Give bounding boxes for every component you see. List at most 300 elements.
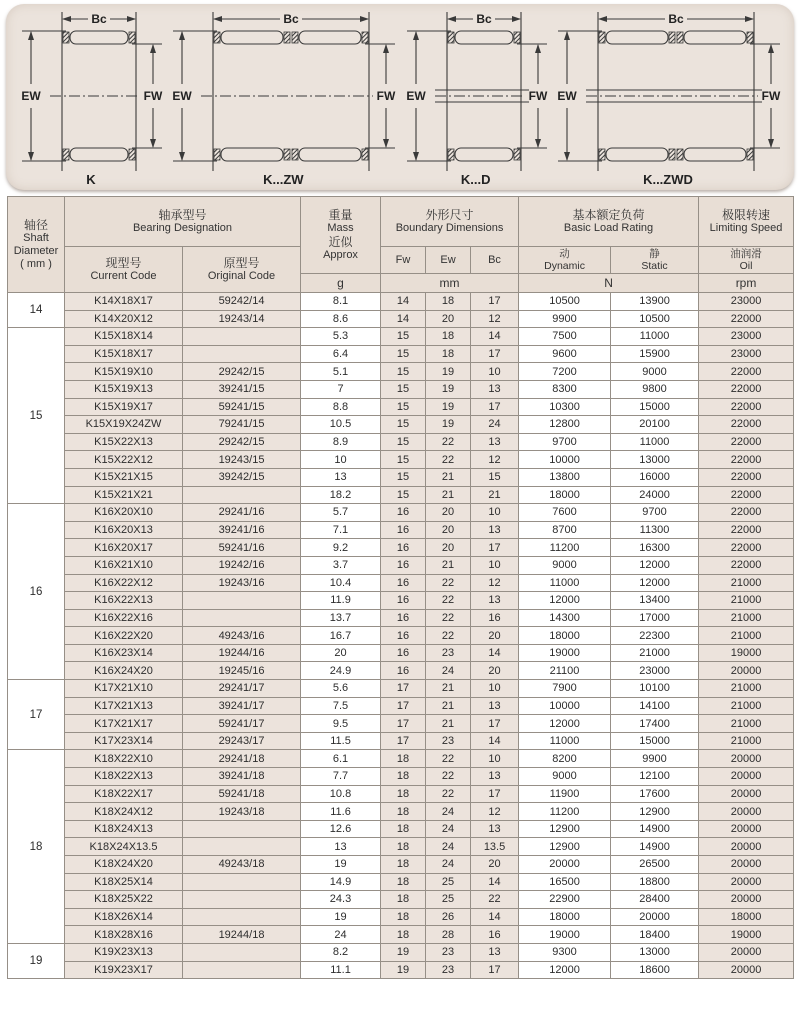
mass-cell: 10.5 bbox=[301, 416, 381, 434]
current-code-cell: K17X21X10 bbox=[65, 680, 183, 698]
table-row bbox=[8, 293, 794, 311]
static-load-cell: 13000 bbox=[611, 943, 699, 961]
table-row bbox=[8, 504, 794, 522]
original-code-cell bbox=[183, 486, 301, 504]
header-current-en: Current Code bbox=[90, 270, 157, 282]
current-code-cell: K17X21X13 bbox=[65, 697, 183, 715]
bc-cell: 10 bbox=[471, 750, 519, 768]
svg-text:FW: FW bbox=[143, 89, 163, 103]
shaft-diameter-cell: 14 bbox=[8, 293, 65, 328]
mass-cell: 8.8 bbox=[301, 398, 381, 416]
fw-cell: 18 bbox=[381, 908, 426, 926]
oil-speed-cell: 20000 bbox=[699, 785, 794, 803]
static-load-cell: 11000 bbox=[611, 433, 699, 451]
dynamic-load-cell: 18000 bbox=[519, 908, 611, 926]
header-static bbox=[611, 247, 699, 274]
ew-cell: 22 bbox=[426, 750, 471, 768]
header-mass-en2: Approx bbox=[323, 249, 358, 261]
original-code-cell bbox=[183, 943, 301, 961]
current-code-cell: K16X20X13 bbox=[65, 521, 183, 539]
original-code-cell: 19244/16 bbox=[183, 644, 301, 662]
svg-text:EW: EW bbox=[405, 89, 426, 103]
header-original-zh: 原型号 bbox=[223, 256, 260, 270]
mass-cell: 3.7 bbox=[301, 556, 381, 574]
mass-cell: 13 bbox=[301, 838, 381, 856]
header-oil bbox=[699, 247, 794, 274]
bc-cell: 14 bbox=[471, 328, 519, 346]
shaft-diameter-cell: 18 bbox=[8, 750, 65, 944]
header-limiting-speed bbox=[699, 197, 794, 247]
oil-speed-cell: 20000 bbox=[699, 856, 794, 874]
bc-cell: 12 bbox=[471, 574, 519, 592]
static-load-cell: 14900 bbox=[611, 820, 699, 838]
dynamic-load-cell: 8700 bbox=[519, 521, 611, 539]
mass-cell: 20 bbox=[301, 644, 381, 662]
ew-cell: 21 bbox=[426, 680, 471, 698]
svg-text:Bc: Bc bbox=[668, 12, 684, 26]
ew-cell: 26 bbox=[426, 908, 471, 926]
bc-cell: 20 bbox=[471, 856, 519, 874]
mass-cell: 8.2 bbox=[301, 943, 381, 961]
mass-cell: 8.9 bbox=[301, 433, 381, 451]
static-load-cell: 12900 bbox=[611, 803, 699, 821]
svg-text:Bc: Bc bbox=[283, 12, 299, 26]
current-code-cell: K15X21X15 bbox=[65, 468, 183, 486]
static-load-cell: 16300 bbox=[611, 539, 699, 557]
original-code-cell bbox=[183, 961, 301, 979]
svg-text:FW: FW bbox=[377, 89, 396, 103]
fw-cell: 18 bbox=[381, 856, 426, 874]
bc-cell: 13 bbox=[471, 697, 519, 715]
oil-speed-cell: 20000 bbox=[699, 961, 794, 979]
oil-speed-cell: 21000 bbox=[699, 627, 794, 645]
ew-cell: 21 bbox=[426, 468, 471, 486]
static-load-cell: 20000 bbox=[611, 908, 699, 926]
dynamic-load-cell: 11000 bbox=[519, 732, 611, 750]
table-row bbox=[8, 539, 794, 557]
static-load-cell: 18600 bbox=[611, 961, 699, 979]
current-code-cell: K15X19X17 bbox=[65, 398, 183, 416]
mass-cell: 24 bbox=[301, 926, 381, 944]
oil-speed-cell: 22000 bbox=[699, 556, 794, 574]
header-designation-zh: 轴承型号 bbox=[158, 208, 207, 222]
original-code-cell bbox=[183, 345, 301, 363]
ew-cell: 24 bbox=[426, 803, 471, 821]
static-load-cell: 15900 bbox=[611, 345, 699, 363]
fw-cell: 16 bbox=[381, 574, 426, 592]
static-load-cell: 12000 bbox=[611, 574, 699, 592]
current-code-cell: K15X18X14 bbox=[65, 328, 183, 346]
svg-text:EW: EW bbox=[557, 89, 577, 103]
header-ew-label: Ew bbox=[440, 253, 456, 266]
static-load-cell: 22300 bbox=[611, 627, 699, 645]
mass-cell: 9.2 bbox=[301, 539, 381, 557]
diagram-type-label: K...ZW bbox=[263, 172, 304, 187]
header-designation-en: Bearing Designation bbox=[132, 222, 233, 234]
fw-cell: 17 bbox=[381, 715, 426, 733]
static-load-cell: 17000 bbox=[611, 609, 699, 627]
original-code-cell: 59242/14 bbox=[183, 293, 301, 311]
original-code-cell bbox=[183, 820, 301, 838]
table-row bbox=[8, 873, 794, 891]
mass-cell: 5.1 bbox=[301, 363, 381, 381]
table-row bbox=[8, 521, 794, 539]
header-original-code bbox=[183, 247, 301, 293]
bc-cell: 14 bbox=[471, 908, 519, 926]
dynamic-load-cell: 19000 bbox=[519, 926, 611, 944]
current-code-cell: K18X25X14 bbox=[65, 873, 183, 891]
mass-cell: 16.7 bbox=[301, 627, 381, 645]
oil-speed-cell: 21000 bbox=[699, 732, 794, 750]
fw-cell: 15 bbox=[381, 468, 426, 486]
bc-cell: 10 bbox=[471, 504, 519, 522]
bearing-spec-table bbox=[7, 196, 794, 979]
oil-speed-cell: 21000 bbox=[699, 592, 794, 610]
oil-speed-cell: 18000 bbox=[699, 908, 794, 926]
fw-cell: 15 bbox=[381, 433, 426, 451]
current-code-cell: K18X24X20 bbox=[65, 856, 183, 874]
mass-cell: 5.7 bbox=[301, 504, 381, 522]
header-fw bbox=[381, 247, 426, 274]
ew-cell: 22 bbox=[426, 609, 471, 627]
static-load-cell: 16000 bbox=[611, 468, 699, 486]
header-bc-label: Bc bbox=[488, 253, 501, 266]
bearing-diagram-k bbox=[16, 7, 166, 187]
dynamic-load-cell: 11200 bbox=[519, 803, 611, 821]
dynamic-load-cell: 12800 bbox=[519, 416, 611, 434]
oil-speed-cell: 20000 bbox=[699, 873, 794, 891]
dynamic-load-cell: 10300 bbox=[519, 398, 611, 416]
static-load-cell: 23000 bbox=[611, 662, 699, 680]
ew-cell: 22 bbox=[426, 592, 471, 610]
ew-cell: 20 bbox=[426, 310, 471, 328]
original-code-cell: 19244/18 bbox=[183, 926, 301, 944]
fw-cell: 19 bbox=[381, 943, 426, 961]
table-row bbox=[8, 486, 794, 504]
original-code-cell: 59241/16 bbox=[183, 539, 301, 557]
mass-cell: 11.5 bbox=[301, 732, 381, 750]
fw-cell: 16 bbox=[381, 662, 426, 680]
static-load-cell: 11300 bbox=[611, 521, 699, 539]
bearing-diagram-kd bbox=[401, 7, 551, 187]
original-code-cell: 39241/18 bbox=[183, 768, 301, 786]
header-current-zh: 现型号 bbox=[105, 256, 142, 270]
current-code-cell: K16X21X10 bbox=[65, 556, 183, 574]
current-code-cell: K14X18X17 bbox=[65, 293, 183, 311]
static-load-cell: 17400 bbox=[611, 715, 699, 733]
fw-cell: 15 bbox=[381, 380, 426, 398]
oil-speed-cell: 22000 bbox=[699, 539, 794, 557]
shaft-diameter-cell: 15 bbox=[8, 328, 65, 504]
current-code-cell: K15X19X10 bbox=[65, 363, 183, 381]
static-load-cell: 14900 bbox=[611, 838, 699, 856]
dynamic-load-cell: 22900 bbox=[519, 891, 611, 909]
mass-cell: 13 bbox=[301, 468, 381, 486]
header-dynamic-zh: 动 bbox=[559, 248, 570, 260]
bc-cell: 14 bbox=[471, 644, 519, 662]
diagram-type-label: K...ZWD bbox=[643, 172, 693, 187]
static-load-cell: 14100 bbox=[611, 697, 699, 715]
svg-text:Bc: Bc bbox=[91, 12, 107, 26]
original-code-cell: 49243/18 bbox=[183, 856, 301, 874]
table-row bbox=[8, 908, 794, 926]
original-code-cell: 29242/15 bbox=[183, 433, 301, 451]
oil-speed-cell: 22000 bbox=[699, 504, 794, 522]
table-row bbox=[8, 838, 794, 856]
static-load-cell: 12000 bbox=[611, 556, 699, 574]
dynamic-load-cell: 9900 bbox=[519, 310, 611, 328]
static-load-cell: 10500 bbox=[611, 310, 699, 328]
ew-cell: 23 bbox=[426, 943, 471, 961]
dynamic-load-cell: 19000 bbox=[519, 644, 611, 662]
dynamic-load-cell: 10000 bbox=[519, 697, 611, 715]
header-shaft-en1: Shaft bbox=[23, 232, 49, 244]
original-code-cell: 29241/17 bbox=[183, 680, 301, 698]
dynamic-load-cell: 11000 bbox=[519, 574, 611, 592]
dynamic-load-cell: 9000 bbox=[519, 556, 611, 574]
table-row bbox=[8, 363, 794, 381]
fw-cell: 18 bbox=[381, 820, 426, 838]
original-code-cell bbox=[183, 592, 301, 610]
shaft-diameter-cell: 19 bbox=[8, 943, 65, 978]
current-code-cell: K19X23X13 bbox=[65, 943, 183, 961]
current-code-cell: K18X25X22 bbox=[65, 891, 183, 909]
dynamic-load-cell: 9600 bbox=[519, 345, 611, 363]
ew-cell: 24 bbox=[426, 820, 471, 838]
fw-cell: 15 bbox=[381, 328, 426, 346]
table-row bbox=[8, 345, 794, 363]
static-load-cell: 28400 bbox=[611, 891, 699, 909]
dynamic-load-cell: 21100 bbox=[519, 662, 611, 680]
header-mass-zh: 重量 bbox=[328, 208, 353, 222]
oil-speed-cell: 22000 bbox=[699, 451, 794, 469]
fw-cell: 14 bbox=[381, 310, 426, 328]
static-load-cell: 17600 bbox=[611, 785, 699, 803]
current-code-cell: K15X19X13 bbox=[65, 380, 183, 398]
static-load-cell: 9800 bbox=[611, 380, 699, 398]
oil-speed-cell: 22000 bbox=[699, 468, 794, 486]
svg-text:FW: FW bbox=[528, 89, 547, 103]
current-code-cell: K17X21X17 bbox=[65, 715, 183, 733]
static-load-cell: 18800 bbox=[611, 873, 699, 891]
bearing-diagram-panel bbox=[6, 4, 794, 190]
ew-cell: 19 bbox=[426, 380, 471, 398]
current-code-cell: K16X20X10 bbox=[65, 504, 183, 522]
current-code-cell: K15X21X21 bbox=[65, 486, 183, 504]
table-row bbox=[8, 803, 794, 821]
ew-cell: 22 bbox=[426, 451, 471, 469]
fw-cell: 15 bbox=[381, 486, 426, 504]
bc-cell: 13 bbox=[471, 521, 519, 539]
current-code-cell: K18X22X13 bbox=[65, 768, 183, 786]
original-code-cell: 39241/17 bbox=[183, 697, 301, 715]
fw-cell: 18 bbox=[381, 838, 426, 856]
bc-cell: 12 bbox=[471, 451, 519, 469]
original-code-cell: 19243/16 bbox=[183, 574, 301, 592]
mass-cell: 5.6 bbox=[301, 680, 381, 698]
dynamic-load-cell: 20000 bbox=[519, 856, 611, 874]
current-code-cell: K15X18X17 bbox=[65, 345, 183, 363]
mass-cell: 11.6 bbox=[301, 803, 381, 821]
mass-cell: 6.1 bbox=[301, 750, 381, 768]
dynamic-load-cell: 12900 bbox=[519, 838, 611, 856]
table-row bbox=[8, 961, 794, 979]
current-code-cell: K18X22X10 bbox=[65, 750, 183, 768]
bc-cell: 10 bbox=[471, 680, 519, 698]
mass-cell: 7.5 bbox=[301, 697, 381, 715]
fw-cell: 16 bbox=[381, 556, 426, 574]
oil-speed-cell: 19000 bbox=[699, 644, 794, 662]
original-code-cell: 29241/18 bbox=[183, 750, 301, 768]
dynamic-load-cell: 12000 bbox=[519, 592, 611, 610]
dynamic-load-cell: 9300 bbox=[519, 943, 611, 961]
ew-cell: 19 bbox=[426, 416, 471, 434]
ew-cell: 24 bbox=[426, 856, 471, 874]
header-original-en: Original Code bbox=[207, 270, 276, 282]
fw-cell: 18 bbox=[381, 768, 426, 786]
original-code-cell: 19243/18 bbox=[183, 803, 301, 821]
oil-speed-cell: 20000 bbox=[699, 838, 794, 856]
ew-cell: 24 bbox=[426, 838, 471, 856]
static-load-cell: 9700 bbox=[611, 504, 699, 522]
ew-cell: 22 bbox=[426, 433, 471, 451]
bc-cell: 14 bbox=[471, 873, 519, 891]
header-basic-load-rating bbox=[519, 197, 699, 247]
current-code-cell: K16X22X16 bbox=[65, 609, 183, 627]
table-row bbox=[8, 574, 794, 592]
oil-speed-cell: 21000 bbox=[699, 680, 794, 698]
dynamic-load-cell: 10000 bbox=[519, 451, 611, 469]
current-code-cell: K18X24X13 bbox=[65, 820, 183, 838]
table-row bbox=[8, 856, 794, 874]
oil-speed-cell: 22000 bbox=[699, 416, 794, 434]
mass-cell: 7.7 bbox=[301, 768, 381, 786]
bc-cell: 10 bbox=[471, 363, 519, 381]
header-shaft-zh: 轴径 bbox=[23, 218, 48, 232]
header-dynamic-en: Dynamic bbox=[544, 260, 585, 272]
mass-cell: 10 bbox=[301, 451, 381, 469]
table-row bbox=[8, 891, 794, 909]
table-row bbox=[8, 328, 794, 346]
ew-cell: 23 bbox=[426, 732, 471, 750]
bc-cell: 14 bbox=[471, 732, 519, 750]
fw-cell: 16 bbox=[381, 539, 426, 557]
ew-cell: 18 bbox=[426, 345, 471, 363]
bc-cell: 21 bbox=[471, 486, 519, 504]
table-row bbox=[8, 451, 794, 469]
ew-cell: 25 bbox=[426, 891, 471, 909]
ew-cell: 21 bbox=[426, 486, 471, 504]
static-load-cell: 11000 bbox=[611, 328, 699, 346]
current-code-cell: K16X20X17 bbox=[65, 539, 183, 557]
header-boundary-en: Boundary Dimensions bbox=[395, 222, 504, 234]
oil-speed-cell: 22000 bbox=[699, 521, 794, 539]
bc-cell: 12 bbox=[471, 803, 519, 821]
header-static-en: Static bbox=[641, 260, 668, 272]
ew-cell: 20 bbox=[426, 539, 471, 557]
current-code-cell: K14X20X12 bbox=[65, 310, 183, 328]
fw-cell: 16 bbox=[381, 609, 426, 627]
dynamic-load-cell: 8300 bbox=[519, 380, 611, 398]
header-shaft-unit: ( mm ) bbox=[20, 258, 52, 270]
bc-cell: 13 bbox=[471, 380, 519, 398]
bc-cell: 17 bbox=[471, 785, 519, 803]
dynamic-load-cell: 11200 bbox=[519, 539, 611, 557]
dynamic-load-cell: 12000 bbox=[519, 715, 611, 733]
bearing-diagram-kzwd bbox=[552, 7, 784, 187]
fw-cell: 16 bbox=[381, 504, 426, 522]
static-load-cell: 13400 bbox=[611, 592, 699, 610]
mass-cell: 5.3 bbox=[301, 328, 381, 346]
fw-cell: 18 bbox=[381, 926, 426, 944]
fw-cell: 18 bbox=[381, 873, 426, 891]
ew-cell: 22 bbox=[426, 574, 471, 592]
original-code-cell bbox=[183, 891, 301, 909]
current-code-cell: K18X24X12 bbox=[65, 803, 183, 821]
header-unit-rpm: rpm bbox=[699, 274, 794, 293]
ew-cell: 19 bbox=[426, 398, 471, 416]
table-row bbox=[8, 943, 794, 961]
current-code-cell: K17X23X14 bbox=[65, 732, 183, 750]
bc-cell: 20 bbox=[471, 627, 519, 645]
oil-speed-cell: 20000 bbox=[699, 943, 794, 961]
header-unit-g: g bbox=[301, 274, 381, 293]
current-code-cell: K18X28X16 bbox=[65, 926, 183, 944]
dynamic-load-cell: 11900 bbox=[519, 785, 611, 803]
dynamic-load-cell: 8200 bbox=[519, 750, 611, 768]
oil-speed-cell: 19000 bbox=[699, 926, 794, 944]
bearing-cross-section-drawing bbox=[552, 7, 784, 175]
bc-cell: 16 bbox=[471, 926, 519, 944]
header-bc bbox=[471, 247, 519, 274]
original-code-cell: 29241/16 bbox=[183, 504, 301, 522]
current-code-cell: K16X23X14 bbox=[65, 644, 183, 662]
table-row bbox=[8, 644, 794, 662]
original-code-cell: 39241/16 bbox=[183, 521, 301, 539]
oil-speed-cell: 20000 bbox=[699, 803, 794, 821]
bc-cell: 17 bbox=[471, 961, 519, 979]
table-row bbox=[8, 609, 794, 627]
mass-cell: 14.9 bbox=[301, 873, 381, 891]
mass-cell: 6.4 bbox=[301, 345, 381, 363]
table-row bbox=[8, 926, 794, 944]
current-code-cell: K18X22X17 bbox=[65, 785, 183, 803]
mass-cell: 9.5 bbox=[301, 715, 381, 733]
original-code-cell: 39241/15 bbox=[183, 380, 301, 398]
header-shaft-diameter bbox=[8, 197, 65, 293]
mass-cell: 11.9 bbox=[301, 592, 381, 610]
static-load-cell: 24000 bbox=[611, 486, 699, 504]
static-load-cell: 20100 bbox=[611, 416, 699, 434]
header-shaft-en2: Diameter bbox=[13, 245, 59, 257]
bc-cell: 17 bbox=[471, 345, 519, 363]
original-code-cell: 19243/15 bbox=[183, 451, 301, 469]
ew-cell: 23 bbox=[426, 961, 471, 979]
header-fw-label: Fw bbox=[395, 253, 411, 266]
ew-cell: 23 bbox=[426, 644, 471, 662]
ew-cell: 25 bbox=[426, 873, 471, 891]
bc-cell: 13 bbox=[471, 433, 519, 451]
ew-cell: 21 bbox=[426, 715, 471, 733]
fw-cell: 15 bbox=[381, 345, 426, 363]
mass-cell: 24.9 bbox=[301, 662, 381, 680]
oil-speed-cell: 20000 bbox=[699, 662, 794, 680]
bc-cell: 20 bbox=[471, 662, 519, 680]
ew-cell: 22 bbox=[426, 785, 471, 803]
original-code-cell bbox=[183, 328, 301, 346]
ew-cell: 21 bbox=[426, 556, 471, 574]
static-load-cell: 10100 bbox=[611, 680, 699, 698]
